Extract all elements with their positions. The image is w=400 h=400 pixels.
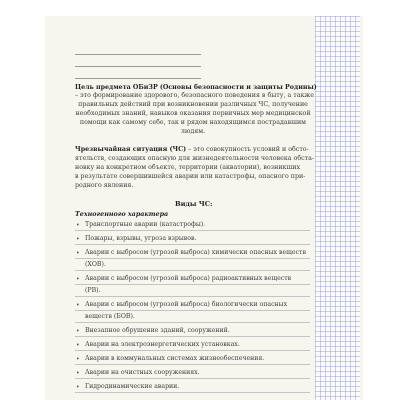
bullet-icon: • <box>76 236 80 243</box>
goal-line: помощи как самому себе, так и рядом находящимся пострадавшим <box>79 119 307 126</box>
list-item: Аварии в коммунальных системах жизнеобеспечения. <box>85 355 265 362</box>
graph-paper-strip <box>315 16 360 400</box>
bullet-icon: • <box>76 356 80 363</box>
ruled-line <box>75 284 310 285</box>
emergency-line: родного явления. <box>75 182 134 189</box>
goal-line: правильных действий при возникновении различных ЧС, получение <box>78 101 308 108</box>
ruled-line <box>75 364 310 365</box>
category-heading: Техногенного характера <box>75 210 169 218</box>
ruled-line <box>75 296 310 297</box>
list-item: Гидродинамические аварии. <box>85 383 180 390</box>
list-item: Аварии с выбросом (угрозой выброса) биологически опасных <box>85 301 288 308</box>
emergency-line: новку на конкретном объекте, территории (акватории), возникших <box>75 164 301 171</box>
list-item: Аварии с выбросом (угрозой выброса) химически опасных веществ <box>85 249 306 256</box>
list-item: Аварии с выбросом (угрозой выброса) радиоактивных веществ <box>85 275 292 282</box>
ruled-line <box>75 322 310 323</box>
blank-line-3 <box>75 78 201 79</box>
ruled-line <box>75 270 310 271</box>
ruled-line <box>75 378 310 379</box>
blank-line-1 <box>75 54 201 55</box>
bullet-icon: • <box>76 370 80 377</box>
goal-line: – это формирование здорового, безопасного поведения в быту, а также <box>75 92 314 99</box>
blank-line-2 <box>75 66 201 67</box>
goal-line: необходимых знаний, навыков оказания первичных мер медицинской <box>75 110 311 117</box>
list-item: (ХОВ). <box>85 261 106 268</box>
bullet-icon: • <box>76 328 80 335</box>
ruled-line <box>75 230 310 231</box>
types-heading: Виды ЧС: <box>175 200 213 208</box>
list-item: Аварии на очистных сооружениях. <box>85 369 200 376</box>
bullet-icon: • <box>76 250 80 257</box>
emergency-lead: Чрезвычайная ситуация (ЧС) <box>75 146 187 153</box>
ruled-line <box>75 244 310 245</box>
bullet-icon: • <box>76 222 80 229</box>
list-item: веществ (БОВ). <box>85 313 135 320</box>
ruled-line <box>75 350 310 351</box>
list-item: (РВ). <box>85 287 101 294</box>
list-item: Транспортные аварии (катастрофы). <box>85 221 206 228</box>
bullet-icon: • <box>76 384 80 391</box>
ruled-line <box>75 258 310 259</box>
list-item: Аварии на электроэнергетических установках. <box>85 341 240 348</box>
bullet-icon: • <box>76 302 80 309</box>
bullet-icon: • <box>76 342 80 349</box>
goal-lead: Цель предмета ОБиЗР (Основы безопасности и защиты Родины) <box>75 84 317 91</box>
bullet-icon: • <box>76 276 80 283</box>
emergency-line: в результате совершившейся аварии или катастрофы, опасного при- <box>75 173 306 180</box>
emergency-line: ятельств, создающих опасную для жизнедеятельности человека обста- <box>75 155 315 162</box>
ruled-line <box>75 336 310 337</box>
goal-line: людям. <box>180 128 206 135</box>
ruled-line <box>75 392 310 393</box>
emergency-first-line <box>75 146 309 155</box>
list-item: Внезапное обрушение зданий, сооружений. <box>85 327 230 334</box>
emergency-first: – это совокупность условий и обсто- <box>186 146 309 153</box>
list-item: Пожары, взрывы, угроза взрывов. <box>85 235 197 242</box>
